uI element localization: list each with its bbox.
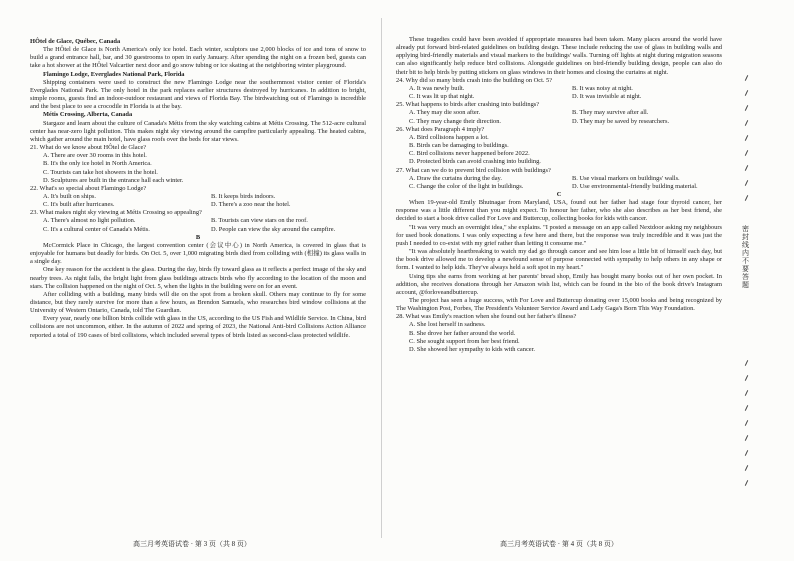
cut-line-dash [745, 150, 748, 156]
option: D. Protected birds can avoid crashing into building. [409, 158, 541, 166]
option: D. Use environmental-friendly building material. [572, 182, 698, 190]
question-25: 25. What happens to birds after crashing into buildings? [396, 101, 540, 109]
option: A. It was newly built. [409, 84, 465, 92]
option: A. Draw the curtains during the day. [409, 174, 502, 182]
option: B. Birds can be damaging to buildings. [409, 142, 509, 150]
passage-b-final-paragraph: These tragedies could have been avoided if appropriate measures had been taken. Many places around the world have already put forward bird-related guidelines on building design. These include reducing the use of glass in building walls and applying bird-friendly materials and visual markers to the buildings' walls. Turning off lights at night during migration seasons can also significantly help reduce bird collisions. Alongside guidelines on bird-friendly building design, people can also do their bit to help birds by putting stickers on glass windows in their homes and closing the curtains at night. [396, 36, 722, 76]
q21-options [30, 152, 366, 185]
option: C. Change the color of the light in buildings. [409, 182, 524, 190]
cut-line-dash [745, 480, 748, 486]
option: C. Tourists can take hot showers in the hotel. [43, 168, 158, 176]
page-footer-left: 高三月考英语试卷 · 第 3 页（共 8 页） [133, 540, 251, 548]
option: D. People can view the sky around the campfire. [211, 225, 336, 233]
page-footer-right: 高三月考英语试卷 · 第 4 页（共 8 页） [500, 540, 618, 548]
cut-line-dash [745, 465, 748, 471]
hotel-paragraph-2: Shipping containers were used to construct the new Flamingo Lodge near the southernmost visitor center of Florida's Everglades National Park. The only hotel in the park replaces earlier structures destroyed by hurricanes. In addition to bright, simple rooms, guests find an indoor-outdoor restaurant and views of Florida Bay. The birdwatching out of Flamingo is incredible and the best place to see a crocodile in Florida is at the bay. [30, 78, 366, 111]
question-21: 21. What do we know about HÔtel de Glace? [30, 144, 147, 152]
q23-options [30, 217, 366, 233]
passage-c-paragraph: When 19-year-old Emily Bhutnagar from Maryland, USA, found out her father had stage four thyroid cancer, her response was a little different than you might expect. To honour her father, who she also describes as her best friend, she decided to start a book drive called For Love and Buttercup, collecting books for kids with cancer. [396, 199, 722, 223]
option: A. She lost herself in sadness. [409, 321, 486, 329]
passage-b-paragraph: McCormick Place in Chicago, the largest convention center (会议中心) in North America, is covered in glass that is enjoyable for humans but deadly for birds. On Oct. 5, over 1,000 migrating birds died from colliding with (相撞) its glass walls in a single day. [30, 241, 366, 266]
cut-line-dash [745, 195, 748, 201]
passage-c-paragraph: "It was very much an overnight idea," she explains. "I posted a message on an app called Nextdoor asking my neighbours for used book donations. I was only expecting a few here and there, but the response was truly incredible and it was just the push I needed to co-exist with my grief rather than letting it consume me." [396, 223, 722, 247]
option: B. It's the only ice hotel in North America. [43, 160, 152, 168]
question-23: 23. What makes night sky viewing at Métis Crossing so appealing? [30, 209, 202, 217]
passage-c-paragraph: "It was absolutely heartbreaking to watch my dad go through cancer and see him lose a little bit of himself each day, but the book drive allowed me to develop a newfound sense of purpose connected with sympathy to help others in any shape or form. I wanted to help kids. They've always held a soft spot in my heart." [396, 248, 722, 272]
option: A. There's almost no light pollution. [43, 217, 136, 225]
q26-options [396, 134, 722, 167]
hotel-heading-1: HÔtel de Glace, Québec, Canada [30, 38, 121, 45]
passage-b-paragraph: After colliding with a building, many birds will die on the spot from a broken skull. Others may continue to fly for some distance, but they rarely survive for more than a few hours, as Brendon Samuels, who researches bird window collisions at the University of Western Ontario, Canada, told The Guardian. [30, 290, 366, 315]
section-b-heading: B [195, 233, 201, 241]
question-24: 24. Why did so many birds crash into the building on Oct. 5? [396, 76, 553, 84]
cut-line-dash [745, 105, 748, 111]
option: A. They may die soon after. [409, 109, 481, 117]
cut-line-dash [745, 420, 748, 426]
q27-options [396, 175, 722, 191]
q22-options [30, 193, 366, 209]
seal-line-notice: 密 封 线 内 不 要 答 题 [742, 225, 749, 289]
question-26: 26. What does Paragraph 4 imply? [396, 125, 485, 133]
option: B. Tourists can view stars on the roof. [211, 217, 308, 225]
cut-line-dash [745, 360, 748, 366]
option: B. It was noisy at night. [572, 84, 633, 92]
q24-options [396, 85, 722, 101]
option: B. She drove her father around the world. [409, 329, 516, 337]
option: C. She sought support from her best friend. [409, 337, 520, 345]
cut-line-dash [745, 165, 748, 171]
cut-line-dash [745, 120, 748, 126]
hotel-paragraph-3: Stargaze and learn about the culture of Canada's Métis from the sky watching cabins at Métis Crossing. The 512-acre cultural center has near-zero light pollution. This makes night sky viewing around the campfire particularly appealing. The heated cabins, which gather around the main hotel, have glass roofs over the beds for star views. [30, 119, 366, 143]
column-divider [381, 18, 382, 538]
option: A. There are over 30 rooms in this hotel. [43, 152, 147, 160]
cut-line-dash [745, 405, 748, 411]
option: D. She showed her sympathy to kids with cancer. [409, 345, 536, 353]
hotel-heading-2: Flamingo Lodge, Everglades National Park, Florida [43, 70, 185, 78]
binding-margin-strip [737, 75, 761, 507]
left-column [30, 38, 366, 340]
cut-line-dash [745, 375, 748, 381]
option: C. It's a cultural center of Canada's Métis. [43, 225, 150, 233]
option: B. Use visual markers on buildings' walls. [572, 174, 680, 182]
cut-line-dash [745, 390, 748, 396]
option: D. They may be saved by researchers. [572, 117, 670, 125]
section-c-heading: C [556, 190, 562, 198]
option: A. It's built on ships. [43, 192, 96, 200]
question-28: 28. What was Emily's reaction when she found out her father's illness? [396, 313, 577, 321]
q28-options [396, 321, 722, 354]
question-27: 27. What can we do to prevent bird collision with buildings? [396, 166, 551, 174]
option: D. Sculptures are built in the entrance hall each winter. [43, 176, 184, 184]
hotel-paragraph-1: The HÔtel de Glace is North America's only ice hotel. Each winter, sculptors use 2,000 blocks of ice and tons of snow to build a grand entrance hall, bar, and 30 guestrooms to open in early January. After spending the night on a frozen bed, guests can take a hot shower at the HÔtel Valcartier next door and go snow tubing or ice skating at the neighboring winter playground. [30, 46, 366, 70]
cut-line-dash [745, 75, 748, 81]
cut-line-dash [745, 450, 748, 456]
option: D. It was invisible at night. [572, 93, 642, 101]
q25-options [396, 109, 722, 125]
passage-b-paragraph: One key reason for the accident is the glass. During the day, birds fly toward glass as it reflects a perfect image of the sky and nearby trees. As night falls, the bright light from glass buildings attracts birds who fly according to the location of the moon and stars. The collision happened on the night of Oct. 5, when the lights in the building were on for an event. [30, 266, 366, 290]
option: C. It's built after hurricanes. [43, 201, 115, 209]
passage-c-paragraph: The project has seen a huge success, with For Love and Buttercup donating over 15,000 books and being recognized by The Washington Post, Forbes, The President's Volunteer Service Award and Lady Gaga's Born This Way Foundation. [396, 297, 722, 313]
cut-line-dash [745, 135, 748, 141]
hotel-heading-3: Métis Crossing, Alberta, Canada [43, 111, 133, 119]
option: C. Bird collisions never happened before 2022. [409, 150, 530, 158]
cut-line-dash [745, 90, 748, 96]
option: A. Bird collisions happen a lot. [409, 133, 489, 141]
passage-c-paragraph: Using tips she earns from working at her parents' bread shop, Emily has bought many books out of her own pocket. In addition, she receives donations through her Amazon wish list, which can be found in the bio of the book drive's Instagram account, @forloveandbuttercup. [396, 272, 722, 296]
right-column [396, 36, 722, 354]
question-22: 22. What's so special about Flamingo Lodge? [30, 184, 147, 192]
cut-line-dash [745, 180, 748, 186]
option: B. It keeps birds indoors. [211, 192, 276, 200]
option: C. They may change their direction. [409, 117, 501, 125]
cut-line-dash [745, 435, 748, 441]
option: B. They may survive after all. [572, 109, 649, 117]
option: D. There's a zoo near the hotel. [211, 201, 291, 209]
passage-b-paragraph: Every year, nearly one billion birds collide with glass in the US, according to the US Fish and Wildlife Service. In China, bird collisions are not uncommon, either. In the autumn of 2022 and spring of 2023, the National Anti-bird Collisions Action Alliance reported a total of 190 cases of bird collisions, which included several types of birds listed as second-class protected wildlife. [30, 315, 366, 339]
option: C. It was lit up that night. [409, 93, 475, 101]
